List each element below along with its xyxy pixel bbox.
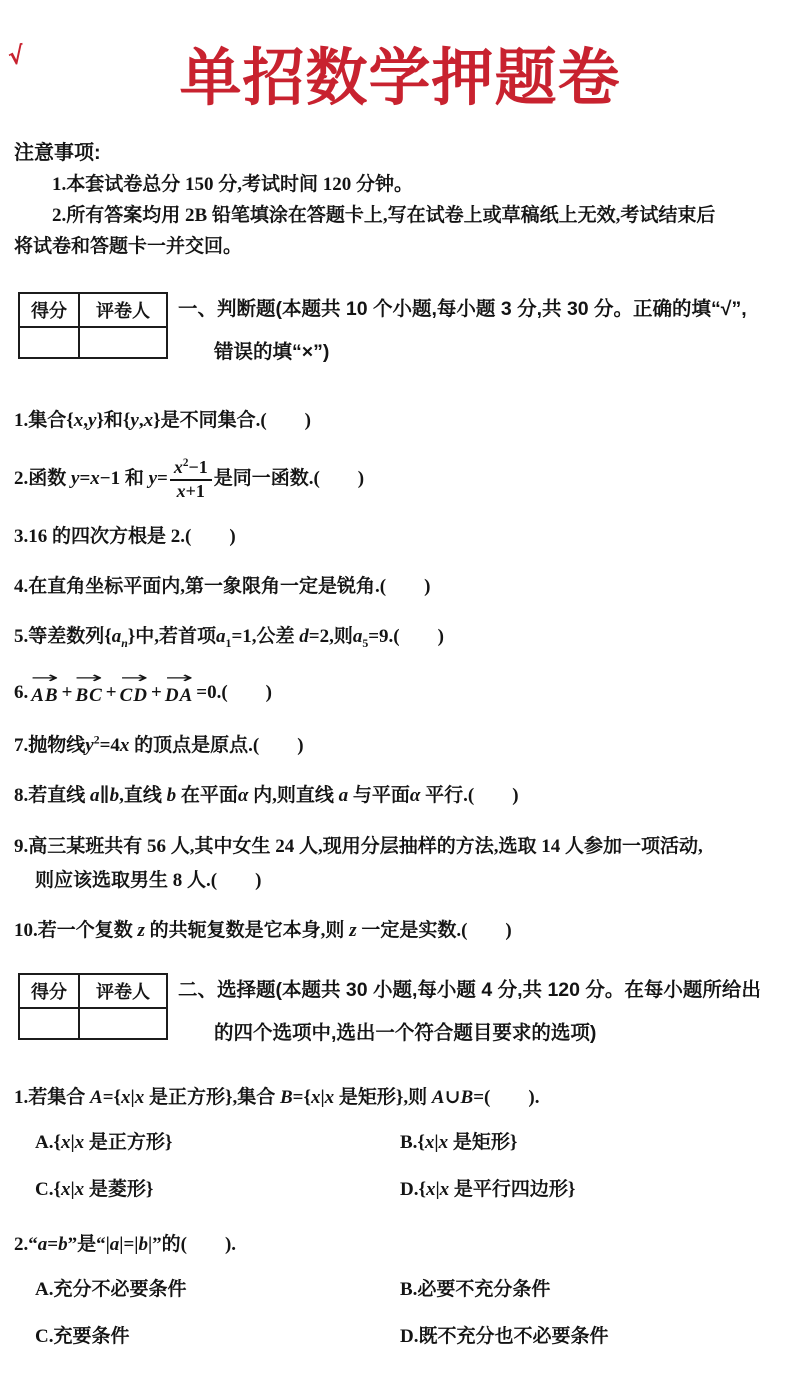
- notice-item-1: 1.本套试卷总分 150 分,考试时间 120 分钟。: [52, 174, 414, 196]
- q6-number: 6.: [14, 682, 29, 704]
- page-title: 单招数学押题卷: [179, 44, 621, 113]
- judgment-question-1: 1.集合{x,y}和{y,x}是不同集合.( ): [14, 410, 312, 432]
- notice-section: [14, 136, 786, 262]
- section-2-header: [18, 969, 786, 1055]
- vector-bc-label: BC: [75, 685, 103, 707]
- vector-da: [164, 668, 194, 708]
- vector-cd-label: CD: [119, 685, 149, 707]
- plus-sign: +: [61, 682, 73, 704]
- judgment-question-2: [14, 458, 786, 502]
- section-1-heading-line-2: 错误的填“×”): [214, 341, 330, 364]
- score-table-2: [18, 973, 168, 1040]
- judgment-question-10: 10.若一个复数 z 的共轭复数是它本身,则 z 一定是实数.( ): [14, 919, 512, 941]
- section-2-heading-line-2: 的四个选项中,选出一个符合题目要求的选项): [214, 1021, 597, 1044]
- grader-label: 评卷人: [79, 293, 167, 327]
- vector-arrow-icon: →: [119, 668, 148, 688]
- vector-bc: [75, 668, 104, 708]
- judgment-question-9: [14, 834, 786, 893]
- section-2-heading-line-1: 二、选择题(本题共 30 小题,每小题 4 分,共 120 分。在每小题所给出: [178, 978, 761, 1001]
- vector-cd: [119, 668, 149, 708]
- notice-item-2-line-1: 2.所有答案均用 2B 铅笔填涂在答题卡上,写在试卷上或草稿纸上无效,考试结束后: [52, 205, 716, 227]
- choice-2-option-b: B.必要不充分条件: [400, 1279, 551, 1301]
- grader-cell-empty: [79, 1008, 167, 1039]
- choice-1-option-d: D.{x|x 是平行四边形}: [400, 1178, 576, 1200]
- vector-arrow-icon: →: [164, 668, 194, 688]
- judgment-questions: [14, 408, 786, 942]
- notice-heading: 注意事项:: [14, 142, 101, 165]
- q6-post: =0.( ): [196, 682, 272, 704]
- q9-line-1: 9.高三某班共有 56 人,其中女生 24 人,现用分层抽样的方法,选取 14 人参加一项活动,: [14, 835, 703, 857]
- choice-1-stem: 1.若集合 A={x|x 是正方形},集合 B={x|x 是矩形},则 A∪B=( ).: [14, 1086, 540, 1108]
- vector-arrow-icon: →: [30, 668, 59, 688]
- score-cell-empty: [19, 1008, 79, 1039]
- plus-sign: +: [151, 682, 162, 704]
- fraction-denominator: x+1: [176, 481, 205, 502]
- choice-1-options: [14, 1130, 786, 1202]
- q9-line-2: 则应该选取男生 8 人.( ): [35, 869, 262, 891]
- choice-question-1: [14, 1085, 786, 1202]
- choice-2-option-d: D.既不充分也不必要条件: [400, 1326, 609, 1348]
- choice-question-2: [14, 1232, 786, 1349]
- section-2-heading: [178, 969, 761, 1055]
- score-label: 得分: [19, 293, 79, 327]
- choice-1-option-c: C.{x|x 是菱形}: [35, 1178, 154, 1200]
- q2-post: 是同一函数.( ): [213, 468, 365, 490]
- judgment-question-7: 7.抛物线$y^2=4x$ 的顶点是原点.( ): [14, 734, 304, 757]
- choice-1-option-b: B.{x|x 是矩形}: [400, 1131, 518, 1153]
- judgment-question-3: 3.16 的四次方根是 2.( ): [14, 526, 236, 548]
- plus-sign: +: [105, 682, 117, 704]
- choice-2-options: [14, 1277, 786, 1349]
- vector-ab-label: AB: [31, 685, 59, 707]
- score-table-1: [18, 292, 168, 359]
- choice-2-stem: 2.“a=b”是“|a|=|b|”的( ).: [14, 1234, 237, 1255]
- grader-cell-empty: [79, 327, 167, 358]
- section-1-heading-line-1: 一、判断题(本题共 10 个小题,每小题 3 分,共 30 分。正确的填“√”,: [178, 298, 747, 321]
- judgment-question-5: 5.等差数列$\{a_n\}$中,若首项$a_1=1$,公差 d=2,则$a_5=9$.( ): [14, 626, 444, 651]
- judgment-question-4: 4.在直角坐标平面内,第一象限角一定是锐角.( ): [14, 576, 431, 598]
- choice-1-option-a: A.{x|x 是正方形}: [35, 1131, 173, 1153]
- vector-arrow-icon: →: [75, 668, 104, 688]
- notice-item-2-line-2: 将试卷和答题卡一并交回。: [14, 236, 243, 258]
- section-1-heading: [178, 288, 747, 374]
- score-label: 得分: [19, 974, 79, 1008]
- vector-da-label: DA: [164, 685, 194, 707]
- vector-ab: [30, 668, 59, 708]
- choice-2-option-c: C.充要条件: [35, 1326, 130, 1348]
- q2-pre: 2.函数 y=x−1 和 y=: [14, 468, 168, 490]
- fraction-numerator: $x^2-1$: [170, 458, 212, 481]
- corner-check-icon: √: [6, 41, 26, 71]
- grader-label: 评卷人: [79, 974, 167, 1008]
- fraction: [170, 458, 212, 502]
- judgment-question-6: [14, 668, 786, 708]
- score-cell-empty: [19, 327, 79, 358]
- choice-2-option-a: A.充分不必要条件: [35, 1279, 187, 1301]
- section-1-header: [18, 288, 786, 374]
- judgment-question-8: 8.若直线 a∥b,直线 b 在平面α 内,则直线 a 与平面α 平行.( ): [14, 785, 519, 807]
